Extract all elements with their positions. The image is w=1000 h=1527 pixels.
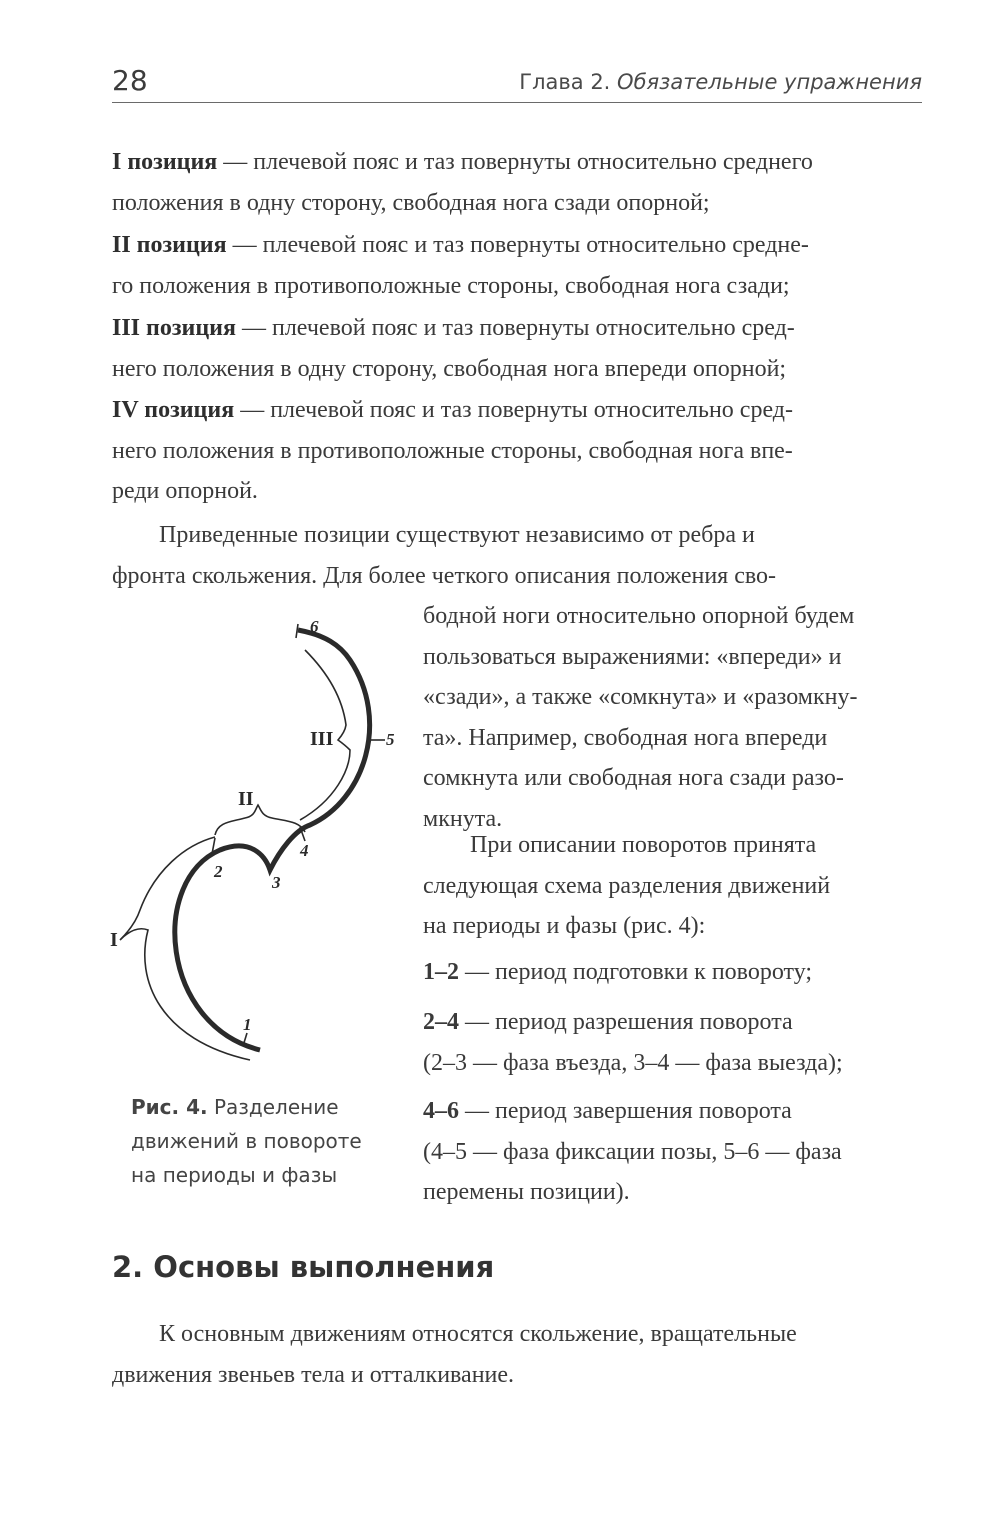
intro-line: «сзади», а также «сомкнута» и «разомкну-	[423, 684, 858, 710]
intro-line: фронта скольжения. Для более четкого описания положения сво-	[112, 562, 777, 589]
point-label: 5	[386, 730, 395, 749]
position-text: — плечевой пояс и таз повернуты относительно средне-	[226, 232, 809, 258]
position-4	[112, 390, 922, 512]
position-3	[112, 308, 922, 389]
brace-period-1	[120, 837, 250, 1060]
period-3	[423, 1091, 922, 1213]
point-label: 2	[214, 862, 223, 881]
turn-phases-figure	[100, 600, 410, 1070]
point-label: 6	[310, 617, 319, 636]
page-number: 28	[112, 64, 148, 97]
intro-paragraph	[112, 515, 922, 596]
tick-6	[296, 624, 298, 638]
period-text: (2–3 — фаза въезда, 3–4 — фаза выезда);	[423, 1049, 843, 1076]
period-label-roman: I	[110, 929, 118, 951]
page-header	[112, 62, 922, 103]
period-text: перемены позиции).	[423, 1179, 630, 1205]
period-label: 1–2	[423, 959, 459, 985]
running-head	[519, 70, 922, 94]
period-text: — период подготовки к повороту;	[459, 959, 813, 985]
caption-label: Рис. 4.	[131, 1095, 208, 1119]
period-label-roman: III	[310, 728, 334, 750]
position-text: — плечевой пояс и таз повернуты относительно сред-	[235, 315, 795, 341]
position-text: положения в одну сторону, свободная нога сзади опорной;	[112, 189, 710, 216]
scheme-line: При описании поворотов принята	[470, 832, 817, 858]
chapter-title: Обязательные упражнения	[617, 70, 922, 94]
period-text: — период разрешения поворота	[459, 1009, 793, 1035]
position-label: IV позиция	[112, 397, 235, 423]
period-label: 4–6	[423, 1098, 459, 1124]
period-label: 2–4	[423, 1009, 459, 1035]
section-line: К основным движениям относятся скольжение, вращательные	[159, 1321, 797, 1347]
position-text: — плечевой пояс и таз повернуты относительно сред-	[234, 397, 793, 423]
intro-line: сомкнута или свободная нога сзади разо-	[423, 765, 844, 791]
position-label: I позиция	[112, 149, 218, 175]
position-1	[112, 142, 922, 223]
position-2	[112, 225, 922, 306]
position-label: III позиция	[112, 315, 236, 341]
point-label: 4	[300, 841, 309, 860]
section-title: 2. Основы выполнения	[112, 1250, 495, 1284]
brace-period-2	[215, 805, 305, 835]
position-label: II позиция	[112, 232, 227, 258]
intro-continuation	[423, 596, 922, 839]
scheme-line: следующая схема разделения движений	[423, 872, 831, 899]
intro-line: пользоваться выражениями: «впереди» и	[423, 643, 842, 670]
period-text: (4–5 — фаза фиксации позы, 5–6 — фаза	[423, 1138, 842, 1165]
section-line: движения звеньев тела и отталкивание.	[112, 1361, 515, 1388]
position-text: него положения в противоположные стороны, свободная нога впе-	[112, 437, 793, 464]
intro-line: та». Например, свободная нога впереди	[423, 724, 828, 751]
chapter-number: Глава 2.	[519, 70, 611, 94]
caption-text: Разделение движений в повороте на периоды и фазы	[131, 1095, 362, 1187]
period-label-roman: II	[238, 788, 254, 810]
section-paragraph	[112, 1314, 922, 1395]
position-text: го положения в противоположные стороны, свободная нога сзади;	[112, 272, 790, 299]
intro-line: Приведенные позиции существуют независимо от ребра и	[159, 522, 755, 548]
point-label: 1	[243, 1015, 252, 1034]
period-1	[423, 952, 922, 993]
point-label: 3	[272, 873, 281, 892]
position-text: — плечевой пояс и таз повернуты относительно среднего	[217, 149, 813, 175]
scheme-paragraph	[423, 825, 922, 947]
position-text: реди опорной.	[112, 478, 258, 504]
period-2	[423, 1002, 922, 1083]
period-text: — период завершения поворота	[459, 1098, 792, 1124]
intro-line: мкнута.	[423, 805, 503, 832]
position-text: него положения в одну сторону, свободная нога впереди опорной;	[112, 355, 787, 382]
figure-caption	[131, 1090, 391, 1192]
intro-line: бодной ноги относительно опорной будем	[423, 603, 855, 629]
scheme-line: на периоды и фазы (рис. 4):	[423, 913, 706, 939]
